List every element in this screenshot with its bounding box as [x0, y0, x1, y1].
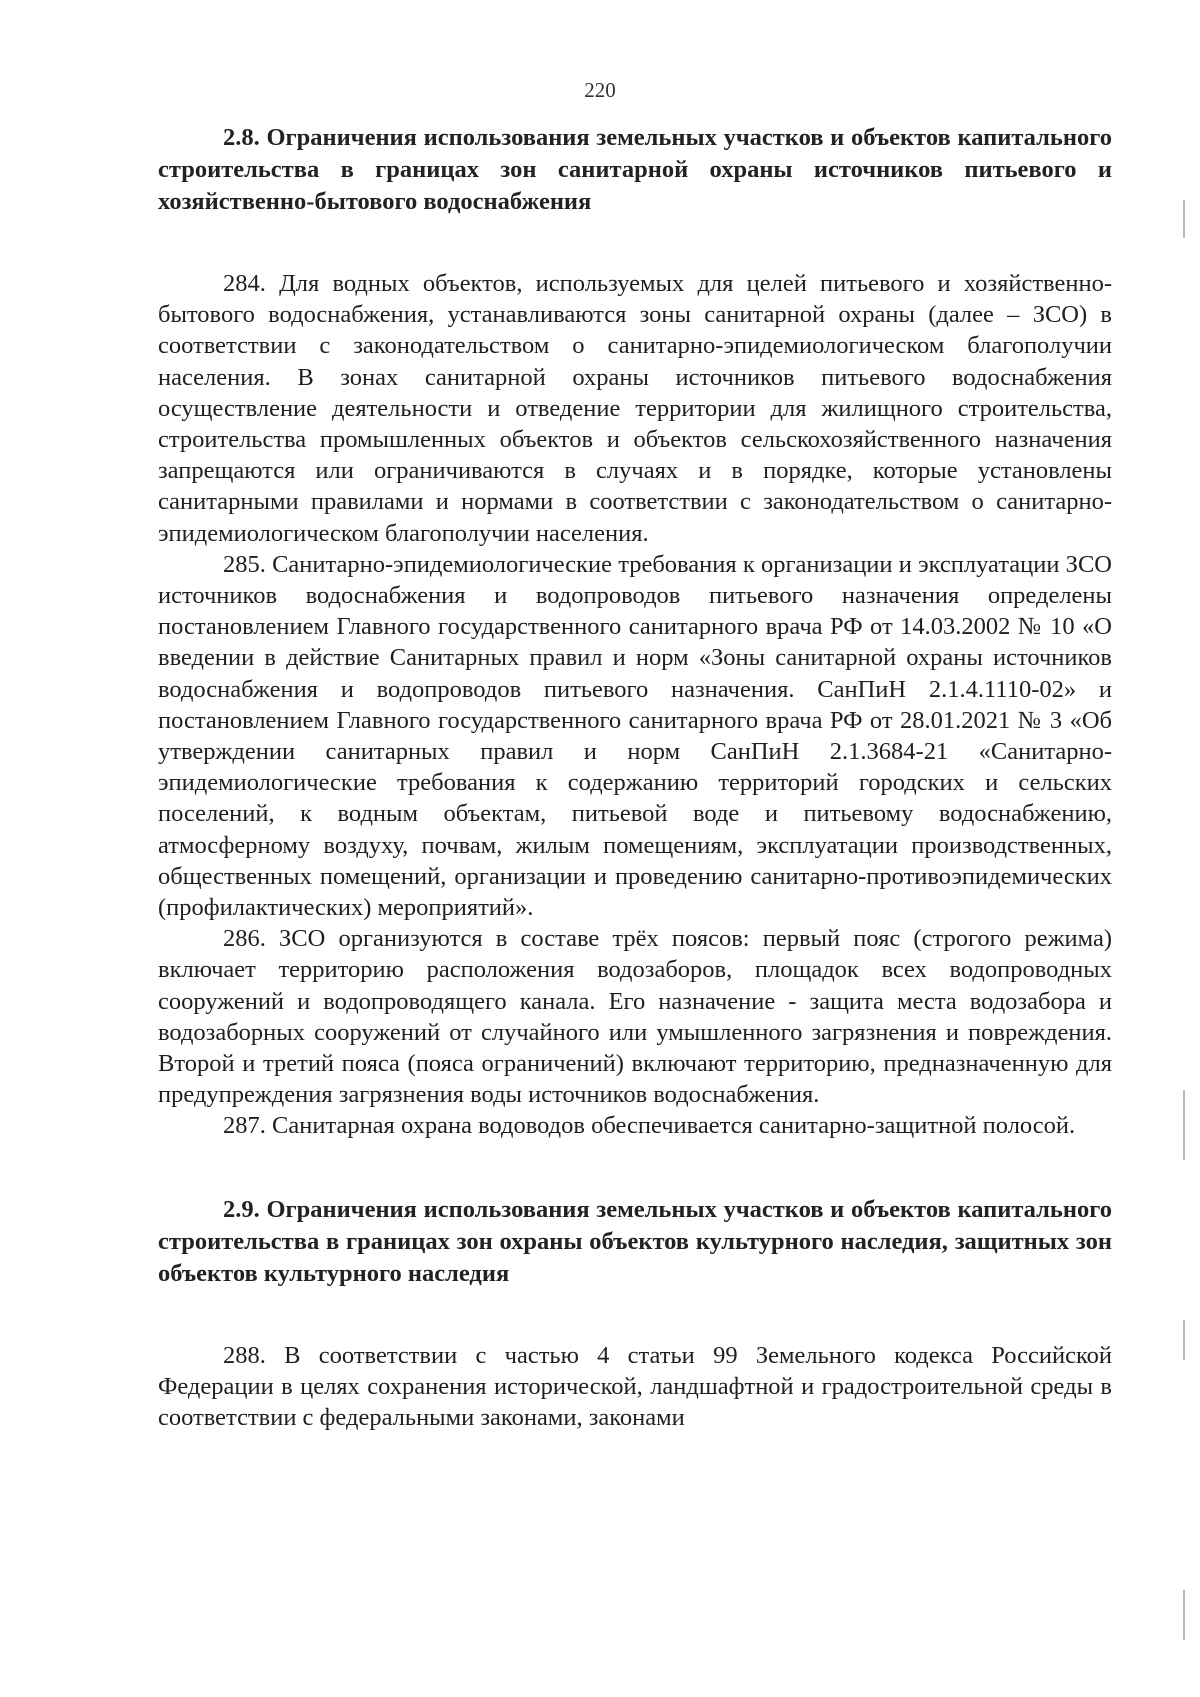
paragraph-287: 287. Санитарная охрана водоводов обеспечивается санитарно-защитной полосой.	[223, 1112, 1076, 1140]
section-heading-2-8: 2.8. Ограничения использования земельных участков и объектов капитального строительства в границах зон санитарной охраны источников питьевого и хозяйственно-бытового водоснабжения	[158, 124, 1112, 215]
paragraph-284: 284. Для водных объектов, используемых для целей питьевого и хозяйственно-бытового водоснабжения, устанавливаются зоны санитарной охраны (далее – ЗСО) в соответствии с законодательством о санитарно-эпидемиологическом благополучии населения. В зонах санитарной охраны источников питьевого водоснабжения осуществление деятельности и отведение территории для жилищного строительства, строительства промышленных объектов и объектов сельскохозяйственного назначения запрещаются или ограничиваются в случаях и в порядке, которые установлены санитарными правилами и нормами в соответствии с законодательством о санитарно-эпидемиологическом благополучии населения.	[158, 270, 1112, 547]
scan-mark	[1183, 1320, 1185, 1360]
scan-mark	[1183, 1090, 1185, 1160]
document-body	[158, 122, 1112, 1433]
page-number: 220	[584, 78, 616, 102]
section-heading-2-9: 2.9. Ограничения использования земельных участков и объектов капитального строительства в границах зон охраны объектов культурного наследия, защитных зон объектов культурного наследия	[158, 1195, 1112, 1287]
paragraph-285: 285. Санитарно-эпидемиологические требования к организации и эксплуатации ЗСО источников водоснабжения и водопроводов питьевого назначения определены постановлением Главного государственного санитарного врача РФ от 14.03.2002 № 10 «О введении в действие Санитарных правил и норм «Зоны санитарной охраны источников водоснабжения и водопроводов питьевого назначения. СанПиН 2.1.4.1110-02» и постановлением Главного государственного санитарного врача РФ от 28.01.2021 № 3 «Об утверждении санитарных правил и норм СанПиН 2.1.3684-21 «Санитарно-эпидемиологические требования к содержанию территорий городских и сельских поселений, к водным объектам, питьевой воде и питьевому водоснабжению, атмосферному воздуху, почвам, жилым помещениям, эксплуатации производственных, общественных помещений, организации и проведению санитарно-противоэпидемических (профилактических) мероприятий».	[158, 550, 1112, 922]
scan-mark	[1183, 200, 1185, 238]
paragraph-286: 286. ЗСО организуются в составе трёх поясов: первый пояс (строгого режима) включает территорию расположения водозаборов, площадок всех водопроводных сооружений и водопроводящего канала. Его назначение - защита места водозабора и водозаборных сооружений от случайного или умышленного загрязнения и повреждения. Второй и третий пояса (пояса ограничений) включают территорию, предназначенную для предупреждения загрязнения воды источников водоснабжения.	[158, 925, 1112, 1109]
scan-mark	[1183, 1590, 1185, 1640]
paragraph-288: 288. В соответствии с частью 4 статьи 99 Земельного кодекса Российской Федерации в целях сохранения исторической, ландшафтной и градостроительной среды в соответствии с федеральными законами, законами	[158, 1341, 1112, 1432]
